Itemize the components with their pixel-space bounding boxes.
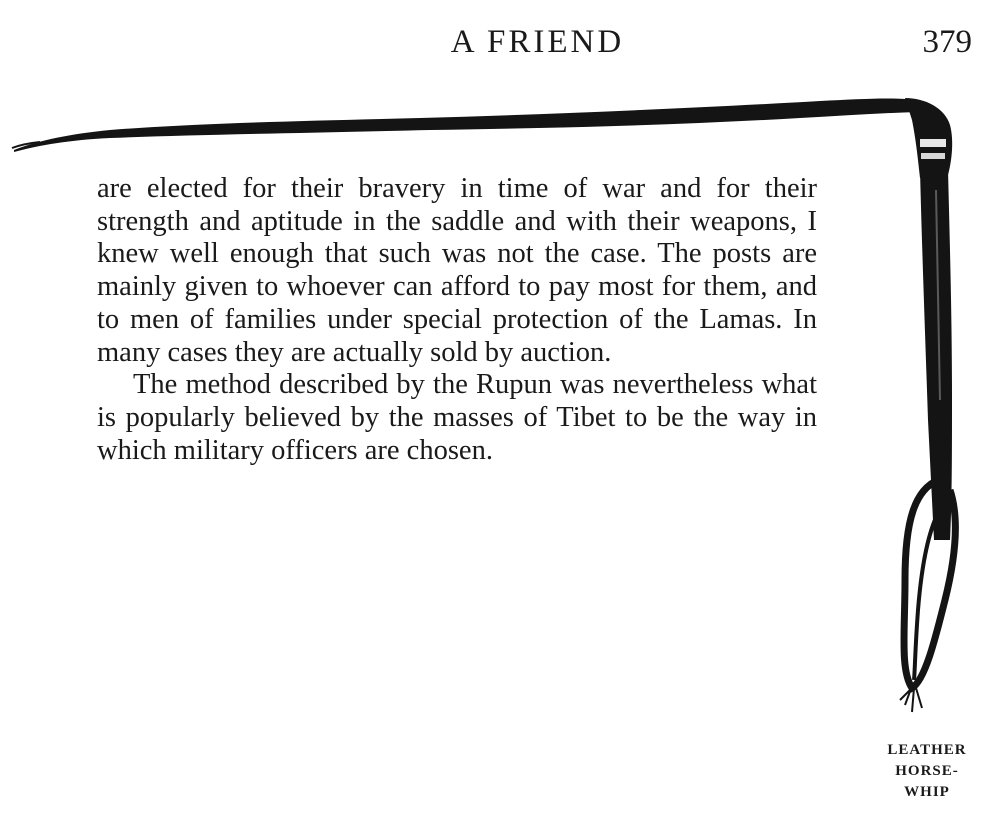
- figure-caption: [868, 740, 986, 803]
- caption-line: HORSE-: [895, 763, 959, 779]
- whip-binding-ring: [919, 138, 947, 148]
- caption-line: WHIP: [904, 784, 950, 800]
- whip-binding-ring: [920, 152, 946, 160]
- body-text: [97, 173, 817, 467]
- running-title: A FRIEND: [450, 24, 625, 60]
- whip-lash: [14, 98, 918, 152]
- paragraph: The method described by the Rupun was nevertheless what is popularly believed by the masses of Tibet to be the way in which military officers are chosen.: [97, 369, 817, 466]
- whip-tassel: [900, 686, 922, 712]
- paragraph: are elected for their bravery in time of war and for their strength and aptitude in the saddle and with their weapons, I knew well enough that such was not the case. The posts are mainly given to whoever can afford to pay most for them, and to men of families under special protection of the Lamas. In many cases they are actually sold by auction.: [97, 173, 817, 368]
- page-number: 379: [922, 24, 972, 60]
- caption-line: LEATHER: [887, 742, 967, 758]
